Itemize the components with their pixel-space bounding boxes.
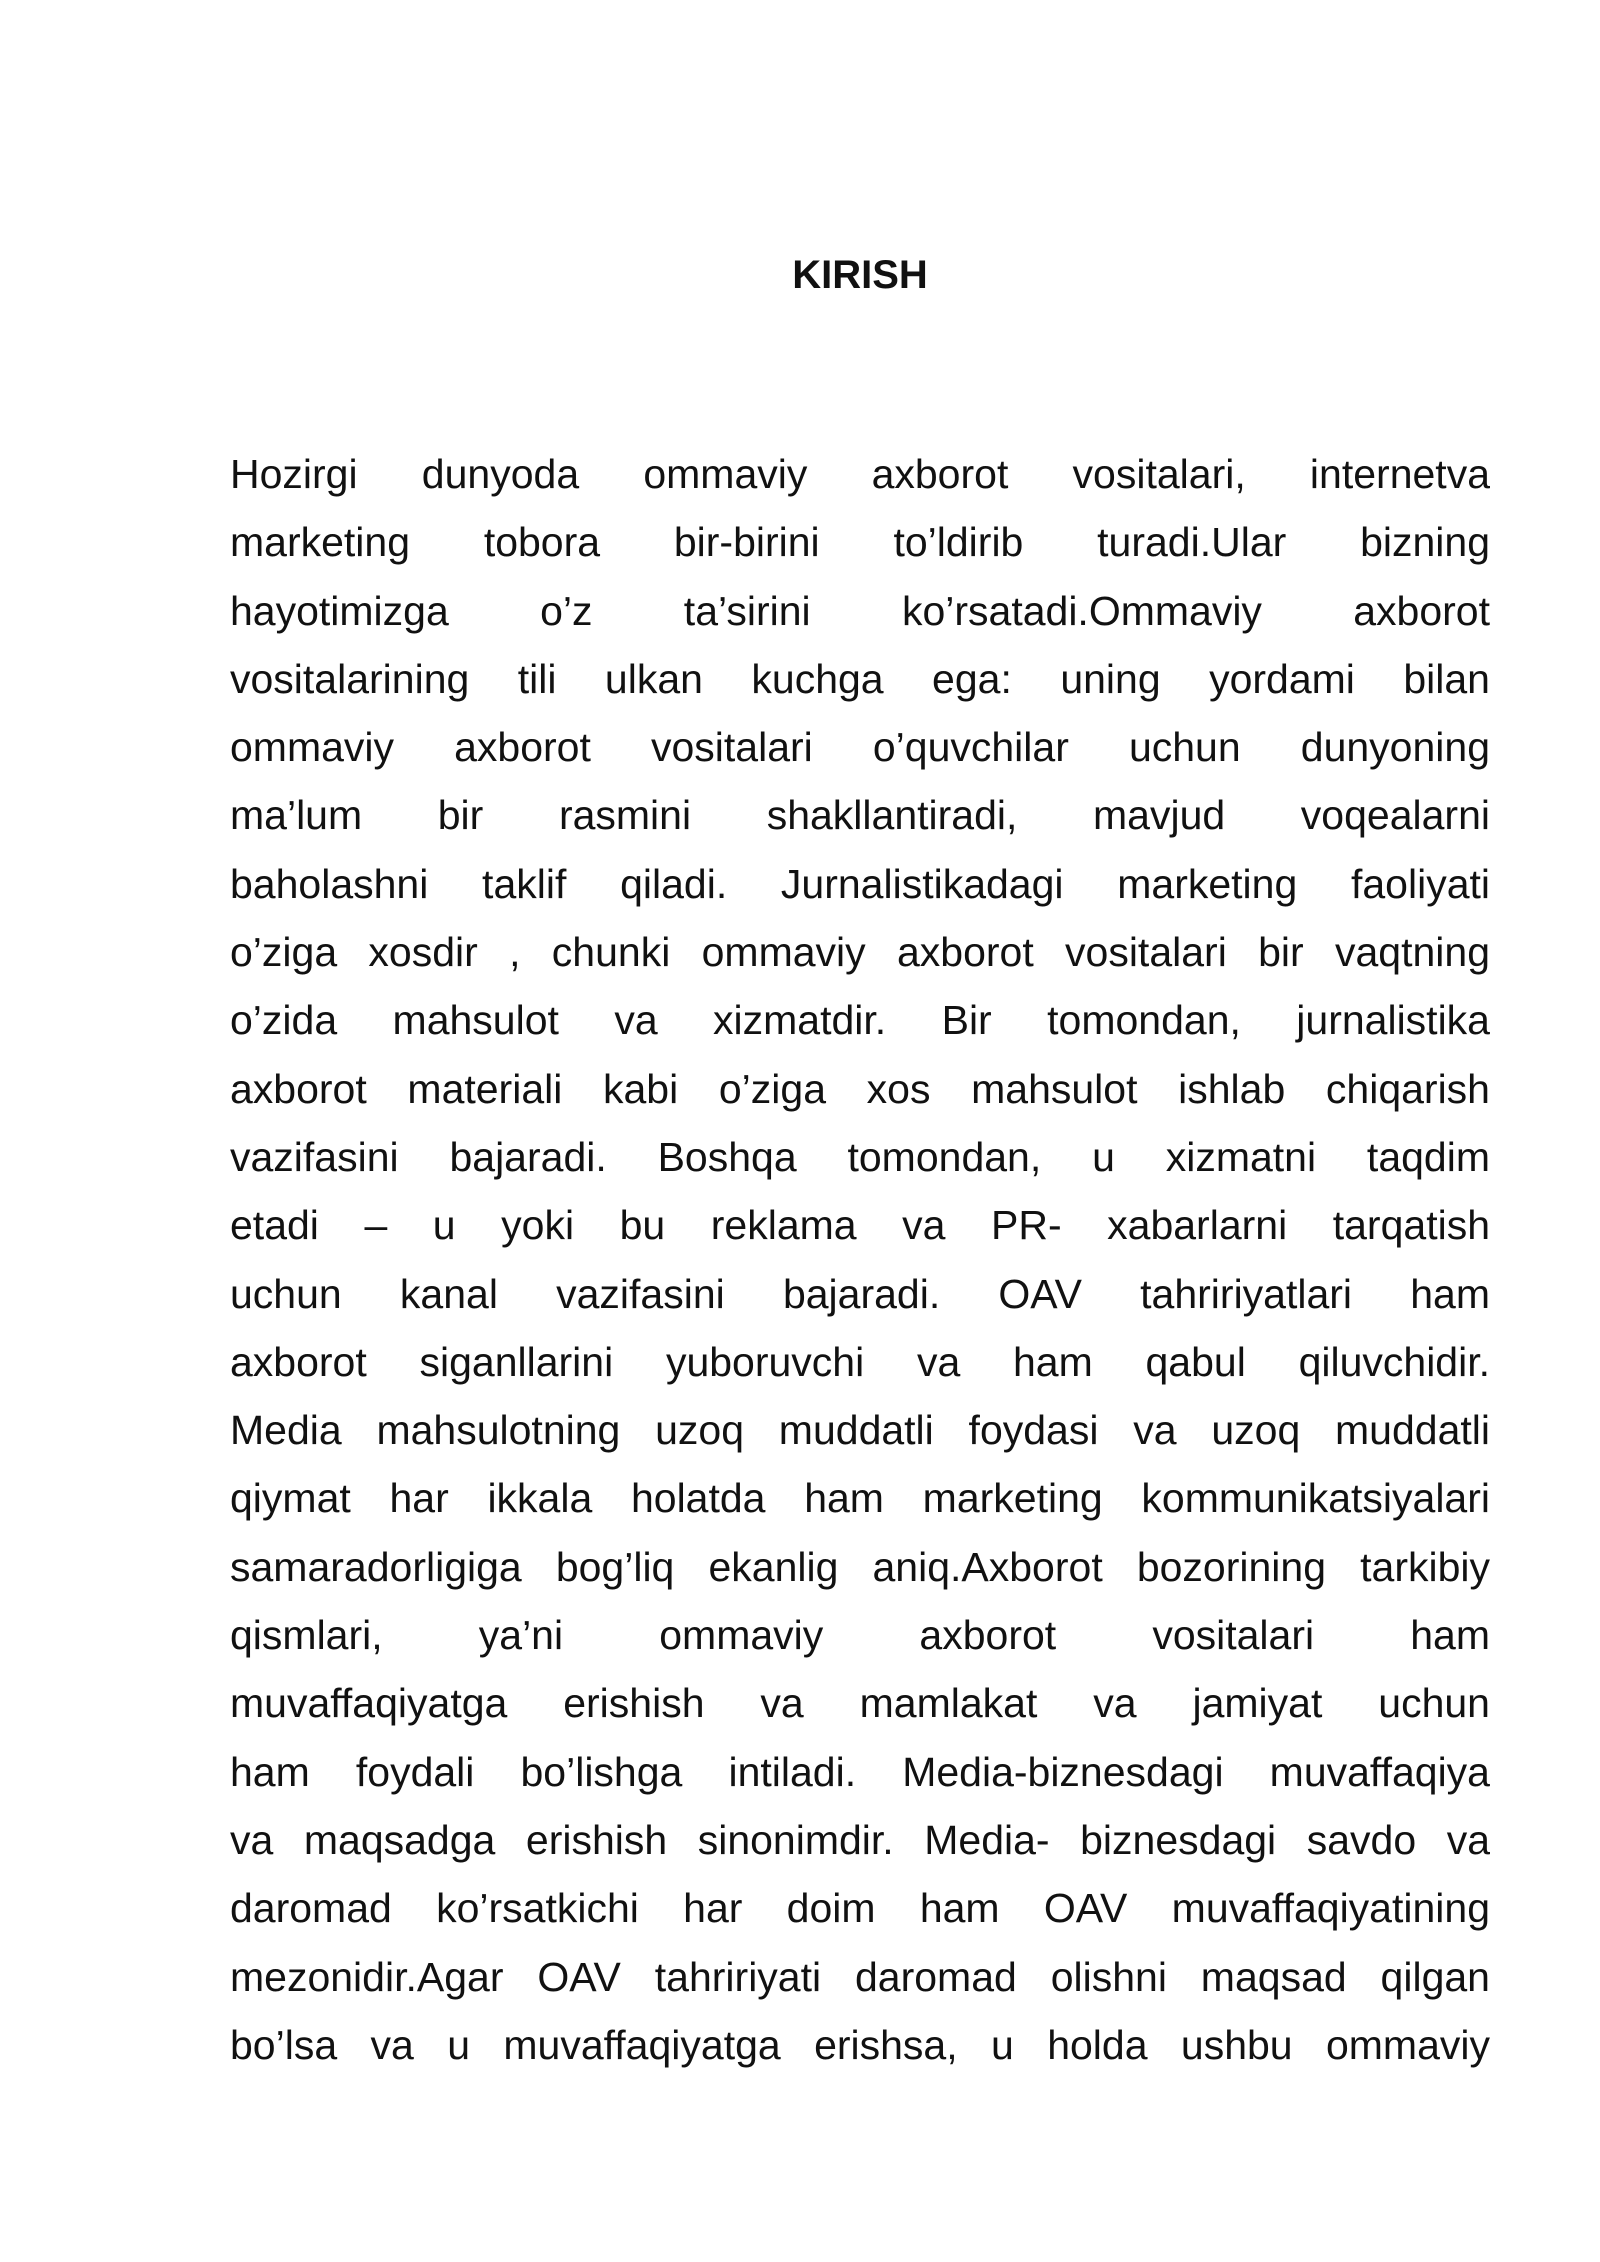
text-line: va maqsadga erishish sinonimdir. Media- biznesdagi savdo va: [230, 1816, 1490, 1863]
body-paragraph: [230, 440, 1490, 2079]
text-line: samaradorligiga bog’liq ekanlig aniq.Axborot bozorining tarkibiy: [230, 1543, 1490, 1590]
text-line: vazifasini bajaradi. Boshqa tomondan, u xizmatni taqdim: [230, 1133, 1490, 1180]
text-line: axborot siganllarini yuboruvchi va ham qabul qiluvchidir.: [230, 1338, 1490, 1385]
text-line: ham foydali bo’lishga intiladi. Media-biznesdagi muvaffaqiya: [230, 1748, 1490, 1795]
text-line: uchun kanal vazifasini bajaradi. OAV tahririyatlari ham: [230, 1270, 1490, 1317]
text-line: muvaffaqiyatga erishish va mamlakat va jamiyat uchun: [230, 1680, 1490, 1727]
text-line: o’ziga xosdir , chunki ommaviy axborot vositalari bir vaqtning: [230, 929, 1490, 976]
text-line: hayotimizga o’z ta’sirini ko’rsatadi.Ommaviy axborot: [230, 587, 1490, 634]
text-line: Media mahsulotning uzoq muddatli foydasi va uzoq muddatli: [230, 1407, 1490, 1454]
text-line: vositalarining tili ulkan kuchga ega: uning yordami bilan: [230, 655, 1490, 702]
text-line: bo’lsa va u muvaffaqiyatga erishsa, u holda ushbu ommaviy: [230, 2021, 1490, 2068]
text-line: Hozirgi dunyoda ommaviy axborot vositalari, internetva: [230, 451, 1490, 497]
text-line: o’zida mahsulot va xizmatdir. Bir tomondan, jurnalistika: [230, 997, 1490, 1044]
text-line: qiymat har ikkala holatda ham marketing kommunikatsiyalari: [230, 1475, 1490, 1522]
text-line: axborot materiali kabi o’ziga xos mahsulot ishlab chiqarish: [230, 1065, 1490, 1112]
text-line: daromad ko’rsatkichi har doim ham OAV muvaffaqiyatining: [230, 1885, 1490, 1932]
text-line: etadi – u yoki bu reklama va PR- xabarlarni tarqatish: [230, 1202, 1490, 1249]
text-line: marketing tobora bir-birini to’ldirib turadi.Ular bizning: [230, 519, 1490, 566]
text-line: ommaviy axborot vositalari o’quvchilar uchun dunyoning: [230, 724, 1490, 771]
page-title: KIRISH: [792, 253, 928, 297]
text-line: ma’lum bir rasmini shakllantiradi, mavjud voqealarni: [230, 792, 1490, 839]
text-line: baholashni taklif qiladi. Jurnalistikadagi marketing faoliyati: [230, 860, 1490, 907]
text-line: mezonidir.Agar OAV tahririyati daromad olishni maqsad qilgan: [230, 1953, 1490, 2000]
text-line: qismlari, ya’ni ommaviy axborot vositalari ham: [230, 1612, 1490, 1659]
